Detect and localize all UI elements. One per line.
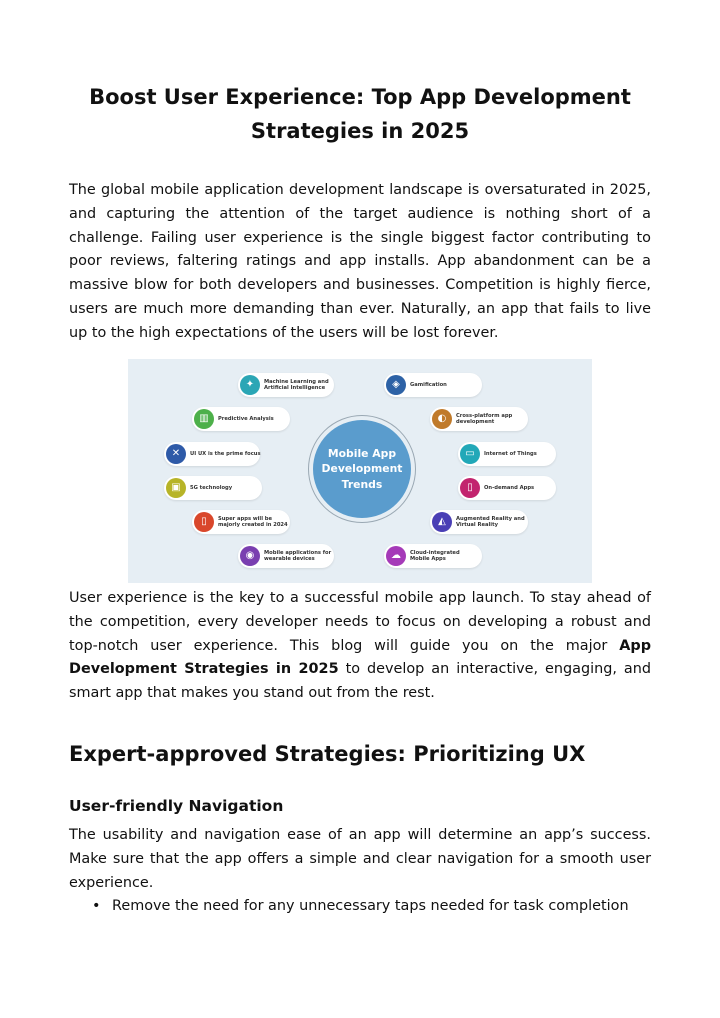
trend-item-label: Super apps will be majorly created in 2024 [218,515,288,528]
trend-item-label: Cloud-integrated Mobile Apps [410,549,460,562]
intro-paragraph: The global mobile application development landscape is oversaturated in 2025, and capturing the attention of the target audience is nothing short of a challenge. Failing user experience is the single biggest factor contributing to poor reviews, faltering ratings and app installs. App abandonment can be a massive blow for both developers and businesses. Competition is highly fierce, users are much more demanding than ever. Naturally, an app that fails to live up to the high expectations of the users will be lost forever. [69,182,651,341]
trend-item-label: UI UX is the prime focus [190,450,261,457]
iot-icon: ▭ [460,444,480,464]
bullet-list [92,895,652,919]
trend-item-label: 5G technology [190,484,233,491]
body-paragraph [69,587,651,706]
strong-phrase: App Development Strategies in 2025 [69,637,651,678]
trend-item [238,373,334,397]
design-icon: ✕ [166,444,186,464]
section-heading: Expert-approved Strategies: Prioritizing UX [69,742,586,766]
trend-item [164,476,262,500]
watch-icon: ◉ [240,546,260,566]
trend-item [192,510,290,534]
trend-item [384,544,482,568]
infographic-center-label: Mobile App Development Trends [313,420,411,518]
subheading: User-friendly Navigation [69,797,284,815]
trend-item [430,407,528,431]
trend-item [458,476,556,500]
trend-item [458,442,556,466]
trend-item [384,373,482,397]
trend-item-label: Cross-platform app development [456,412,513,425]
signal-icon: ▣ [166,478,186,498]
trend-item-label: Machine Learning and Artificial Intelligence [264,378,329,391]
phone-icon: ▯ [194,512,214,532]
brain-icon: ✦ [240,375,260,395]
cloud-icon: ☁ [386,546,406,566]
page-title: Boost User Experience: Top App Development Strategies in 2025 [89,85,631,143]
devices-icon: ◐ [432,409,452,429]
chart-icon: ▥ [194,409,214,429]
list-item [92,895,652,919]
trend-item-label: Gamification [410,381,447,388]
vr-icon: ◭ [432,512,452,532]
trend-item [192,407,290,431]
trend-item-label: Mobile applications for wearable devices [264,549,332,562]
body-text-end: to develop an interactive, engaging, and smart app that makes you stand out from the rest. [69,661,651,702]
mobile-app-trends-infographic [128,359,592,583]
trend-item-label: Internet of Things [484,450,537,457]
trend-item-label: On-demand Apps [484,484,535,491]
trend-item-label: Predictive Analysis [218,415,274,422]
trend-item [430,510,528,534]
body-text: User experience is the key to a successful mobile app launch. To stay ahead of the competition, every developer needs to focus on developing a robust and top-notch user experience. This blog will guide you on the major [69,590,651,654]
navigation-paragraph: The usability and navigation ease of an app will determine an app’s success. Make sure that the app offers a simple and clear navigation for a smooth user experience. [69,827,651,891]
gamepad-icon: ◈ [386,375,406,395]
trend-item [238,544,334,568]
bullet-marker: • [92,898,101,914]
mobile-icon: ▯ [460,478,480,498]
list-item-text: Remove the need for any unnecessary taps needed for task completion [112,898,629,914]
trend-item [164,442,260,466]
trend-item-label: Augmented Reality and Virtual Reality [456,515,525,528]
